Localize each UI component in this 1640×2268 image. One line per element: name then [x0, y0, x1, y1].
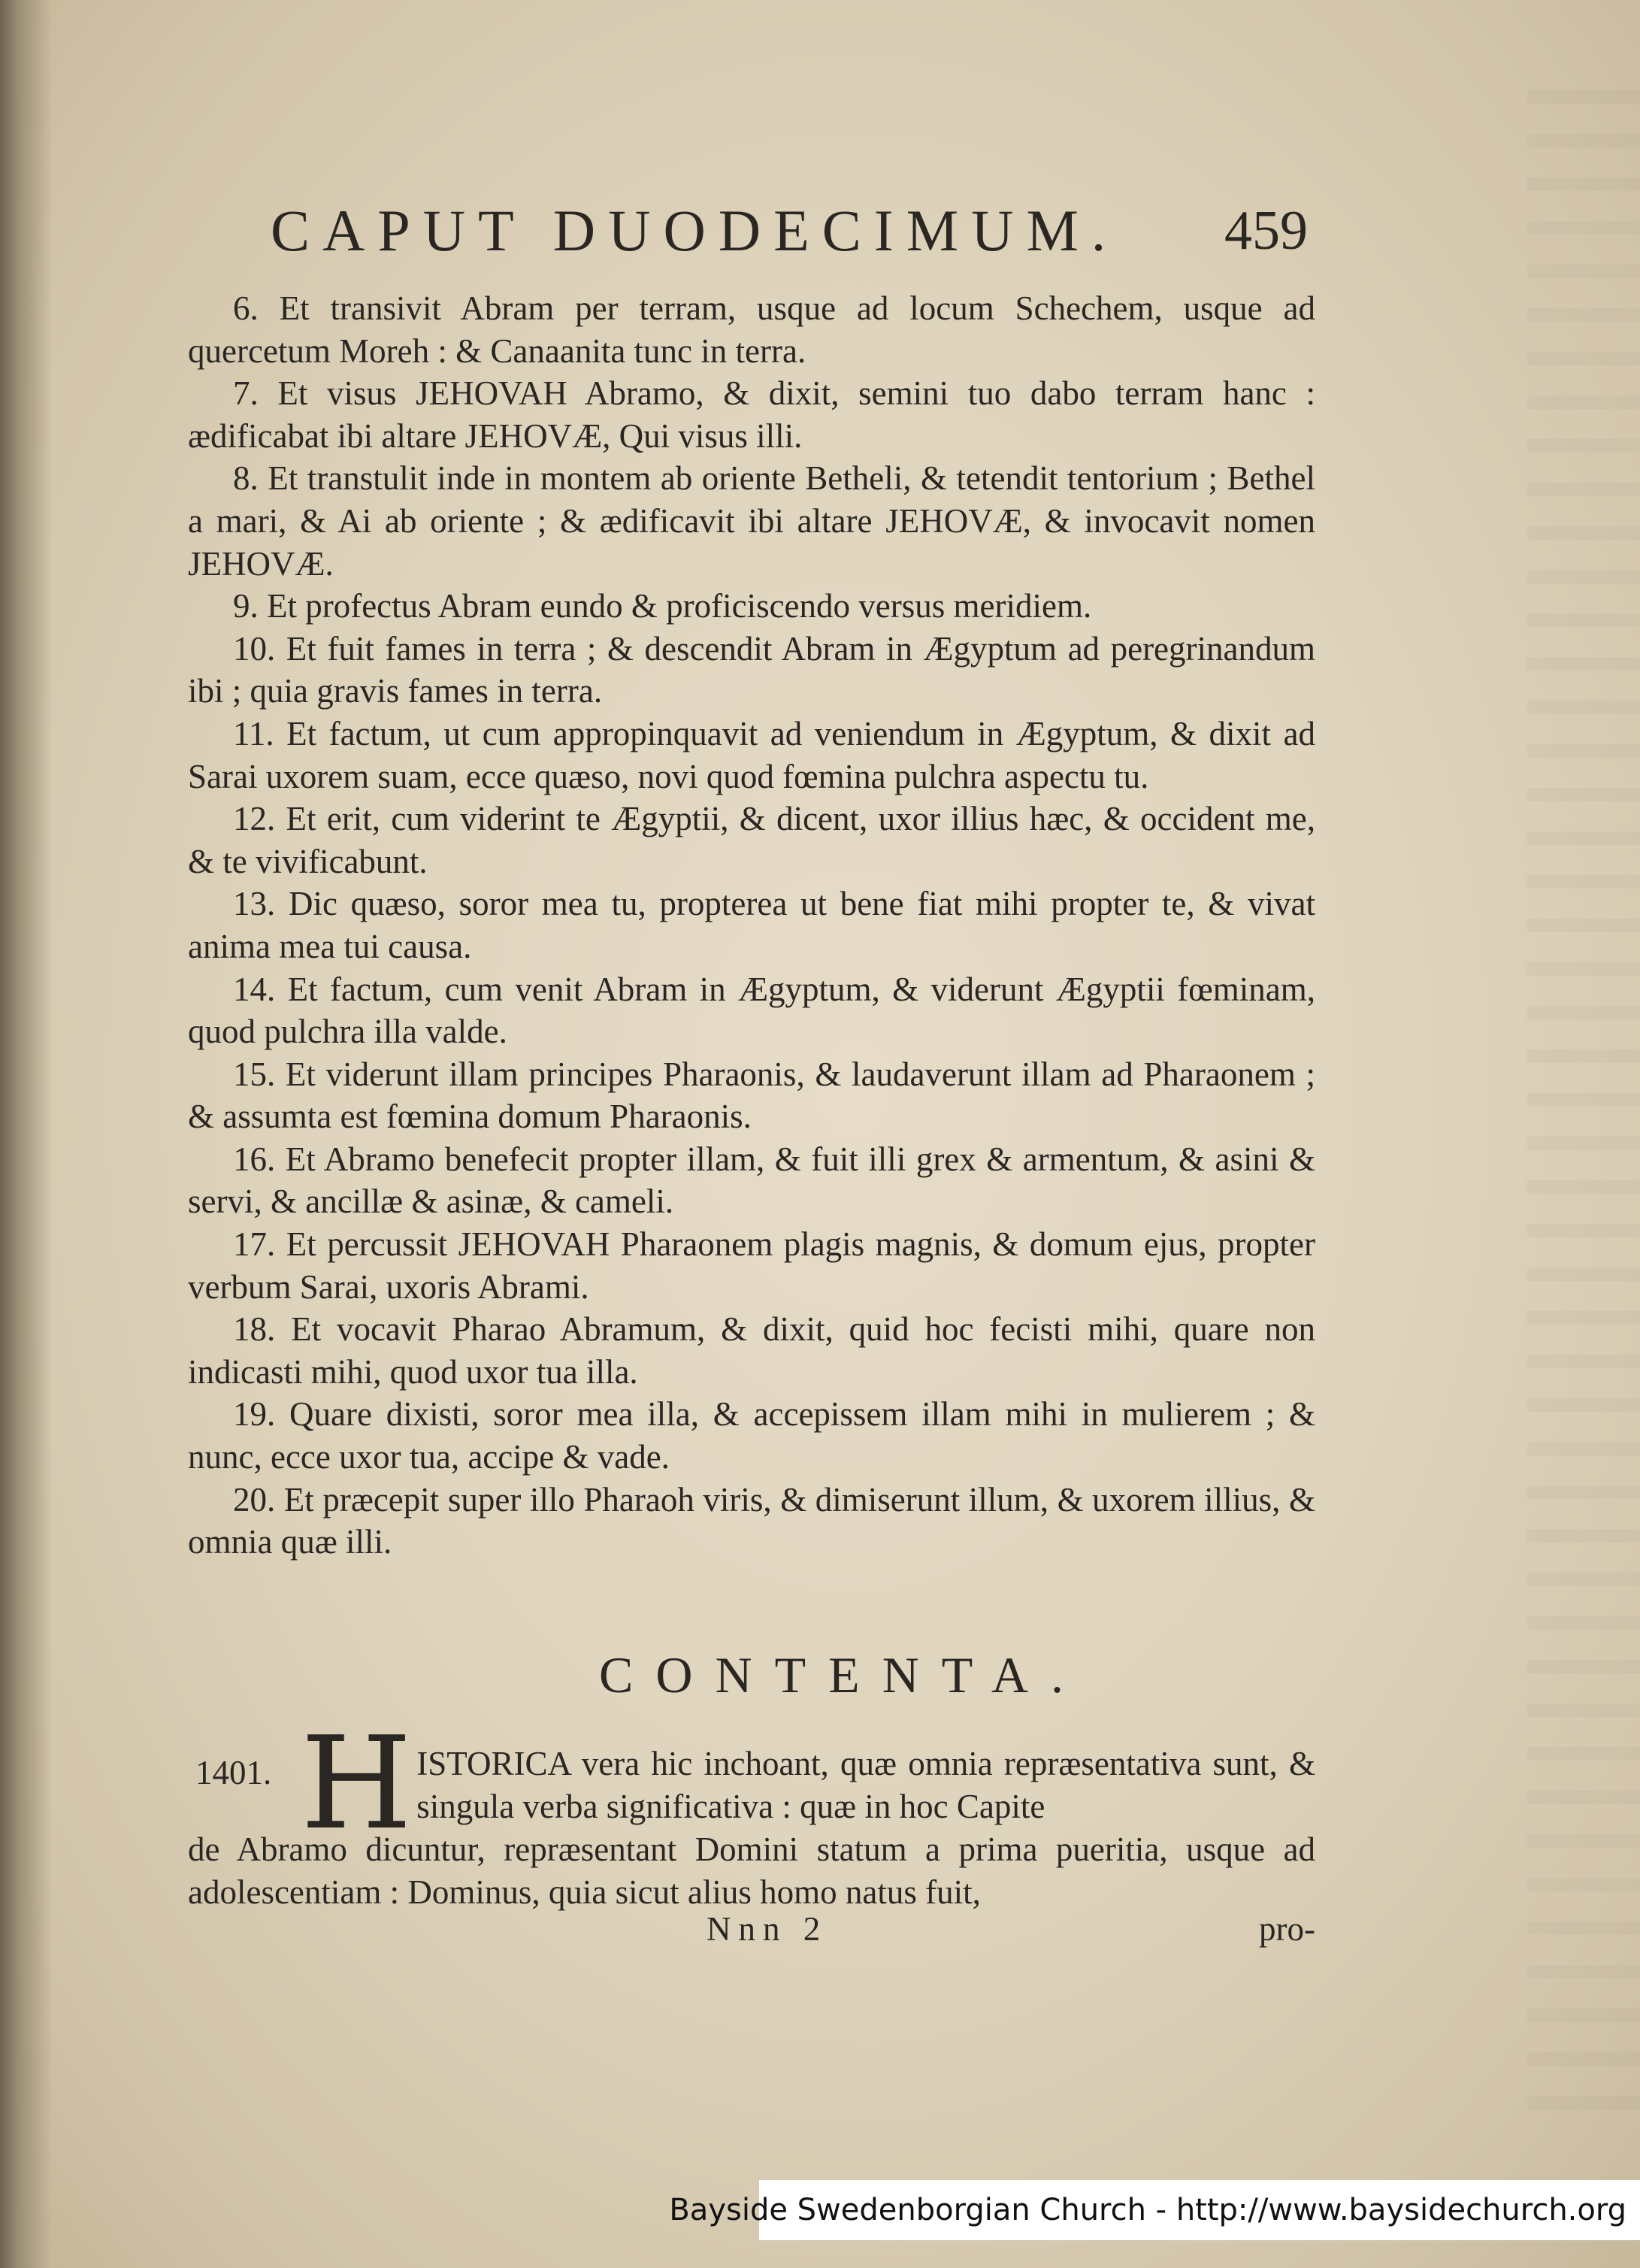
verse-14: 14. Et factum, cum venit Abram in Ægyptum, & viderunt Ægyptii fœminam, quod pulchra illa valde. [188, 970, 1315, 1051]
contenta-paragraph [188, 1709, 1315, 1914]
contenta-rest-text: de Abramo dicuntur, repræsentant Domini statum a prima pueritia, usque ad adolescentiam : Dominus, quia sicut alius homo natus fuit, [188, 1830, 1315, 1911]
signature-mark: Nnn 2 [707, 1910, 828, 1948]
verse-12: 12. Et erit, cum viderint te Ægyptii, & dicent, uxor illius hæc, & occident me, & te vivificabunt. [188, 800, 1315, 880]
contenta-first-text: ISTORICA vera hic inchoant, quæ omnia repræsentativa sunt, & singula verba significativa : quæ in hoc Capite [416, 1745, 1315, 1825]
verse-10: 10. Et fuit fames in terra ; & descendit Abram in Ægyptum ad peregrinandum ibi ; quia gravis fames in terra. [188, 629, 1315, 710]
verse-9: 9. Et profectus Abram eundo & proficiscendo versus meridiem. [233, 587, 1092, 625]
page-header [271, 197, 1308, 265]
verse-16: 16. Et Abramo benefecit propter illam, & fuit illi grex & armentum, & asini & servi, & ancillæ & asinæ, & cameli. [188, 1140, 1315, 1221]
contenta-first-lines [301, 1709, 1315, 1858]
binding-shadow [0, 0, 53, 2268]
verse-17: 17. Et percussit JEHOVAH Pharaonem plagis magnis, & domum ejus, propter verbum Sarai, uxoris Abrami. [188, 1225, 1315, 1306]
verse-list [188, 287, 1315, 1564]
verse-20: 20. Et præcepit super illo Pharaoh viris, & dimiserunt illum, & uxorem illius, & omnia quæ illi. [188, 1480, 1315, 1561]
watermark-text: Bayside Swedenborgian Church - http://www.baysidechurch.org [669, 2193, 1626, 2227]
page-footer [188, 1906, 1315, 1952]
verse-13: 13. Dic quæso, soror mea tu, propterea ut bene fiat mihi propter te, & vivat anima mea tui causa. [188, 885, 1315, 965]
bleed-through [1527, 90, 1640, 2120]
verse-11: 11. Et factum, ut cum appropinquavit ad veniendum in Ægyptum, & dixit ad Sarai uxorem suam, ecce quæso, novi quod fœmina pulchra aspectu tu. [188, 714, 1315, 795]
verse-7: 7. Et visus JEHOVAH Abramo, & dixit, semini tuo dabo terram hanc : ædificabat ibi altare JEHOVÆ, Qui visus illi. [188, 374, 1315, 455]
page-number: 459 [1224, 200, 1308, 262]
verse-6: 6. Et transivit Abram per terram, usque ad locum Schechem, usque ad quercetum Moreh : & Canaanita tunc in terra. [188, 289, 1315, 370]
verse-8: 8. Et transtulit inde in montem ab oriente Betheli, & tetendit tentorium ; Bethel a mari, & Ai ab oriente ; & ædificavit ibi altare JEHOVÆ, & invocavit nomen JEHOVÆ. [188, 459, 1315, 583]
running-title: CAPUT DUODECIMUM. [271, 198, 1119, 263]
verse-15: 15. Et viderunt illam principes Pharaonis, & laudaverunt illam ad Pharaonem ; & assumta est fœmina domum Pharaonis. [188, 1055, 1315, 1136]
paragraph-number: 1401. [195, 1754, 272, 1791]
catchword: pro- [1259, 1910, 1315, 1948]
section-heading [0, 1645, 1640, 1705]
verse-19: 19. Quare dixisti, soror mea illa, & accepissem illam mihi in mulierem ; & nunc, ecce uxor tua, accipe & vade. [188, 1395, 1315, 1476]
watermark-band [669, 2180, 1640, 2240]
section-heading-text: CONTENTA. [599, 1646, 1086, 1703]
verse-18: 18. Et vocavit Pharao Abramum, & dixit, quid hoc fecisti mihi, quare non indicasti mihi, quod uxor tua illa. [188, 1310, 1315, 1391]
drop-cap: H [301, 1709, 413, 1858]
